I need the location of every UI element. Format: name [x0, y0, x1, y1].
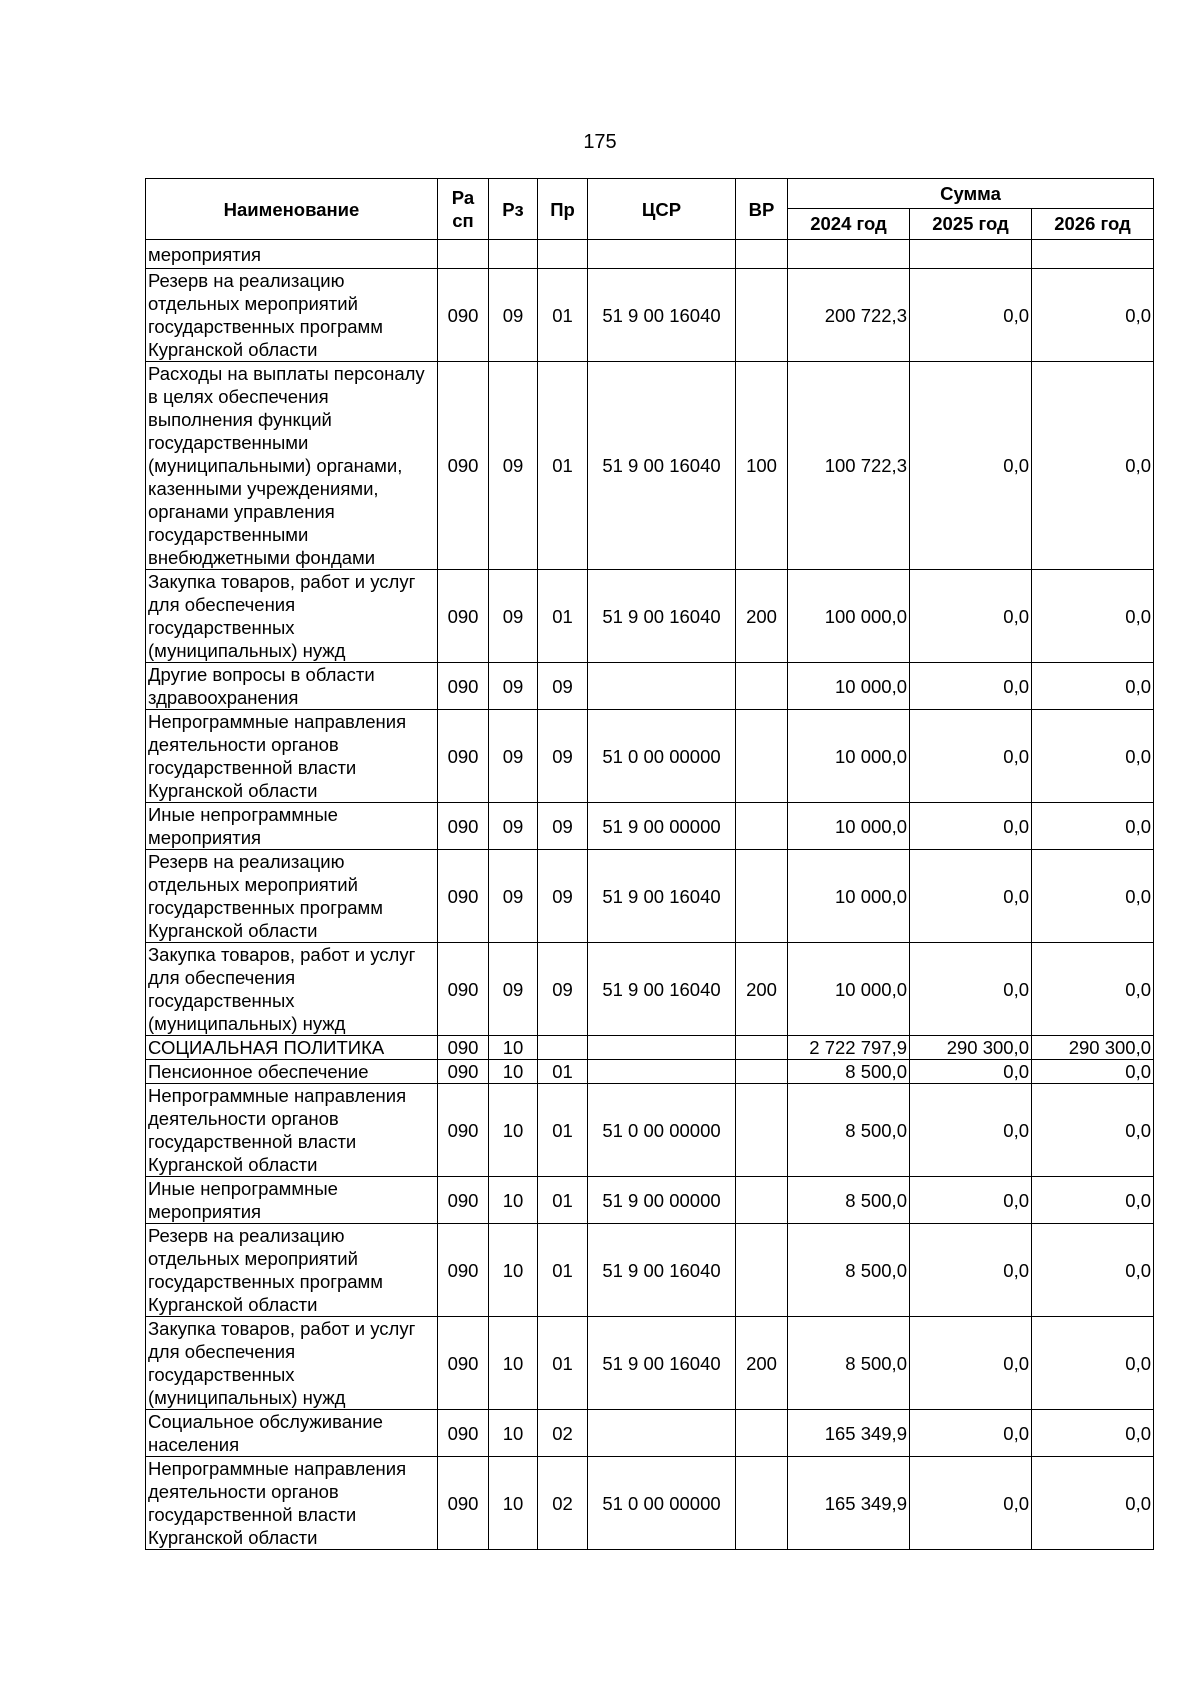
cell-pr: 01	[538, 1317, 588, 1410]
cell-2024: 8 500,0	[788, 1224, 910, 1317]
cell-vr	[736, 1060, 788, 1084]
cell-csr: 51 0 00 00000	[588, 710, 736, 803]
cell-2025: 0,0	[910, 1410, 1032, 1457]
cell-rasp: 090	[438, 269, 489, 362]
cell-rz: 09	[489, 570, 538, 663]
cell-rz: 09	[489, 850, 538, 943]
cell-name: Непрограммные направления деятельности органов государственной власти Курганской области	[146, 710, 438, 803]
cell-csr: 51 9 00 00000	[588, 1177, 736, 1224]
cell-csr	[588, 1060, 736, 1084]
cell-name: Социальное обслуживание населения	[146, 1410, 438, 1457]
cell-rz: 10	[489, 1317, 538, 1410]
cell-csr	[588, 1410, 736, 1457]
cell-rasp: 090	[438, 1084, 489, 1177]
cell-csr: 51 9 00 16040	[588, 362, 736, 570]
cell-pr: 01	[538, 1177, 588, 1224]
table-row	[146, 1060, 1154, 1084]
cell-rasp: 090	[438, 362, 489, 570]
cell-rz: 10	[489, 1060, 538, 1084]
table-row	[146, 803, 1154, 850]
cell-pr: 09	[538, 663, 588, 710]
cell-csr: 51 9 00 16040	[588, 269, 736, 362]
cell-2025: 0,0	[910, 850, 1032, 943]
cell-rasp: 090	[438, 570, 489, 663]
cell-2024: 8 500,0	[788, 1060, 910, 1084]
budget-table	[145, 178, 1154, 1550]
cell-name: Иные непрограммные мероприятия	[146, 803, 438, 850]
cell-vr: 200	[736, 943, 788, 1036]
cell-rasp: 090	[438, 1036, 489, 1060]
table-row	[146, 943, 1154, 1036]
table-row	[146, 1224, 1154, 1317]
cell-2024: 10 000,0	[788, 943, 910, 1036]
cell-2026: 0,0	[1032, 803, 1154, 850]
header-pr: Пр	[538, 179, 588, 240]
table-row	[146, 663, 1154, 710]
cell-rz: 09	[489, 803, 538, 850]
table-row	[146, 1410, 1154, 1457]
cell-rasp: 090	[438, 1060, 489, 1084]
cell-pr: 09	[538, 943, 588, 1036]
table-row	[146, 1036, 1154, 1060]
header-name: Наименование	[146, 179, 438, 240]
cell-2025: 0,0	[910, 1060, 1032, 1084]
cell-rasp: 090	[438, 1224, 489, 1317]
cell-2024: 165 349,9	[788, 1457, 910, 1550]
table-row	[146, 362, 1154, 570]
cell-vr: 200	[736, 570, 788, 663]
cell-2025: 0,0	[910, 710, 1032, 803]
cell-2024: 8 500,0	[788, 1317, 910, 1410]
cell-vr	[736, 663, 788, 710]
header-rz: Рз	[489, 179, 538, 240]
header-rasp: Ра сп	[438, 179, 489, 240]
cell-2026: 0,0	[1032, 1177, 1154, 1224]
cell-2025: 290 300,0	[910, 1036, 1032, 1060]
cell-csr: 51 9 00 16040	[588, 1317, 736, 1410]
cell-2026: 0,0	[1032, 269, 1154, 362]
header-csr: ЦСР	[588, 179, 736, 240]
cell-pr: 01	[538, 1224, 588, 1317]
cell-vr	[736, 710, 788, 803]
cell-csr: 51 9 00 16040	[588, 850, 736, 943]
table-row	[146, 1457, 1154, 1550]
cell-name: Иные непрограммные мероприятия	[146, 1177, 438, 1224]
cell-2025: 0,0	[910, 362, 1032, 570]
table-row	[146, 1084, 1154, 1177]
cell-name: Закупка товаров, работ и услуг для обеспечения государственных (муниципальных) нужд	[146, 943, 438, 1036]
cell-name: Закупка товаров, работ и услуг для обеспечения государственных (муниципальных) нужд	[146, 1317, 438, 1410]
cell-csr	[588, 663, 736, 710]
table-row	[146, 1177, 1154, 1224]
cell-rasp: 090	[438, 803, 489, 850]
cell-name: Резерв на реализацию отдельных мероприятий государственных программ Курганской области	[146, 850, 438, 943]
cell-2026: 0,0	[1032, 663, 1154, 710]
cell-vr	[736, 1036, 788, 1060]
table-row	[146, 1317, 1154, 1410]
cell-rasp: 090	[438, 663, 489, 710]
cell-2026	[1032, 240, 1154, 269]
cell-rz	[489, 240, 538, 269]
cell-pr: 01	[538, 269, 588, 362]
header-vr: ВР	[736, 179, 788, 240]
cell-2025: 0,0	[910, 1317, 1032, 1410]
cell-2025	[910, 240, 1032, 269]
header-year-2025: 2025 год	[910, 208, 1032, 239]
cell-pr	[538, 1036, 588, 1060]
cell-2024: 2 722 797,9	[788, 1036, 910, 1060]
cell-rz: 09	[489, 710, 538, 803]
cell-rasp: 090	[438, 1410, 489, 1457]
cell-vr	[736, 240, 788, 269]
cell-vr	[736, 1084, 788, 1177]
cell-rz: 10	[489, 1036, 538, 1060]
cell-pr: 01	[538, 1060, 588, 1084]
cell-pr: 01	[538, 1084, 588, 1177]
cell-rasp: 090	[438, 1317, 489, 1410]
cell-vr: 200	[736, 1317, 788, 1410]
table-header	[146, 179, 1154, 240]
cell-name: Пенсионное обеспечение	[146, 1060, 438, 1084]
cell-rasp: 090	[438, 1177, 489, 1224]
cell-vr	[736, 1177, 788, 1224]
cell-csr	[588, 240, 736, 269]
cell-pr: 01	[538, 362, 588, 570]
cell-vr	[736, 1457, 788, 1550]
cell-rz: 10	[489, 1410, 538, 1457]
cell-2024: 200 722,3	[788, 269, 910, 362]
cell-csr: 51 0 00 00000	[588, 1084, 736, 1177]
cell-rz: 10	[489, 1084, 538, 1177]
cell-rz: 09	[489, 663, 538, 710]
cell-2026: 0,0	[1032, 362, 1154, 570]
cell-2024: 8 500,0	[788, 1177, 910, 1224]
cell-name: мероприятия	[146, 240, 438, 269]
cell-2024: 10 000,0	[788, 663, 910, 710]
cell-2024: 8 500,0	[788, 1084, 910, 1177]
table-row	[146, 850, 1154, 943]
cell-2026: 0,0	[1032, 1084, 1154, 1177]
cell-pr: 09	[538, 850, 588, 943]
cell-2025: 0,0	[910, 269, 1032, 362]
cell-csr: 51 9 00 16040	[588, 570, 736, 663]
cell-rz: 10	[489, 1457, 538, 1550]
cell-rasp	[438, 240, 489, 269]
cell-vr: 100	[736, 362, 788, 570]
page-number: 175	[583, 131, 617, 153]
cell-rasp: 090	[438, 943, 489, 1036]
cell-name: Резерв на реализацию отдельных мероприятий государственных программ Курганской области	[146, 269, 438, 362]
cell-csr: 51 9 00 16040	[588, 1224, 736, 1317]
cell-pr: 02	[538, 1410, 588, 1457]
cell-rz: 10	[489, 1224, 538, 1317]
cell-csr: 51 9 00 00000	[588, 803, 736, 850]
cell-2026: 0,0	[1032, 1224, 1154, 1317]
cell-2025: 0,0	[910, 570, 1032, 663]
cell-2025: 0,0	[910, 1457, 1032, 1550]
cell-2024: 100 000,0	[788, 570, 910, 663]
cell-rasp: 090	[438, 710, 489, 803]
cell-vr	[736, 803, 788, 850]
cell-csr: 51 0 00 00000	[588, 1457, 736, 1550]
cell-2024: 10 000,0	[788, 850, 910, 943]
cell-2026: 0,0	[1032, 710, 1154, 803]
table-row	[146, 269, 1154, 362]
cell-2025: 0,0	[910, 803, 1032, 850]
cell-2025: 0,0	[910, 1177, 1032, 1224]
cell-vr	[736, 1224, 788, 1317]
cell-rz: 09	[489, 269, 538, 362]
cell-2026: 0,0	[1032, 1317, 1154, 1410]
table-body	[146, 240, 1154, 1550]
cell-rz: 09	[489, 362, 538, 570]
cell-pr: 02	[538, 1457, 588, 1550]
cell-name: Резерв на реализацию отдельных мероприятий государственных программ Курганской области	[146, 1224, 438, 1317]
cell-vr	[736, 1410, 788, 1457]
cell-name: СОЦИАЛЬНАЯ ПОЛИТИКА	[146, 1036, 438, 1060]
cell-2024: 10 000,0	[788, 803, 910, 850]
cell-pr: 09	[538, 710, 588, 803]
header-year-2024: 2024 год	[788, 208, 910, 239]
cell-2024: 165 349,9	[788, 1410, 910, 1457]
cell-2026: 0,0	[1032, 570, 1154, 663]
header-year-2026: 2026 год	[1032, 208, 1154, 239]
cell-2025: 0,0	[910, 1224, 1032, 1317]
cell-pr: 09	[538, 803, 588, 850]
cell-2026: 0,0	[1032, 943, 1154, 1036]
cell-2024: 10 000,0	[788, 710, 910, 803]
table-row	[146, 710, 1154, 803]
cell-2026: 290 300,0	[1032, 1036, 1154, 1060]
cell-name: Расходы на выплаты персоналу в целях обеспечения выполнения функций государственными (муниципальными) органами, казенными учреждениями, органами управления государственными внебюджетными фондами	[146, 362, 438, 570]
cell-2026: 0,0	[1032, 1410, 1154, 1457]
cell-rz: 09	[489, 943, 538, 1036]
cell-csr	[588, 1036, 736, 1060]
cell-name: Непрограммные направления деятельности органов государственной власти Курганской области	[146, 1457, 438, 1550]
cell-pr	[538, 240, 588, 269]
cell-2025: 0,0	[910, 1084, 1032, 1177]
cell-csr: 51 9 00 16040	[588, 943, 736, 1036]
header-sum: Сумма	[788, 179, 1154, 209]
cell-rasp: 090	[438, 850, 489, 943]
cell-pr: 01	[538, 570, 588, 663]
cell-2024: 100 722,3	[788, 362, 910, 570]
cell-rasp: 090	[438, 1457, 489, 1550]
cell-2026: 0,0	[1032, 1060, 1154, 1084]
cell-name: Другие вопросы в области здравоохранения	[146, 663, 438, 710]
table-row	[146, 570, 1154, 663]
cell-2025: 0,0	[910, 943, 1032, 1036]
cell-2026: 0,0	[1032, 850, 1154, 943]
cell-vr	[736, 269, 788, 362]
cell-name: Непрограммные направления деятельности органов государственной власти Курганской области	[146, 1084, 438, 1177]
cell-rz: 10	[489, 1177, 538, 1224]
cell-2026: 0,0	[1032, 1457, 1154, 1550]
table-row-continued	[146, 240, 1154, 269]
cell-2024	[788, 240, 910, 269]
cell-2025: 0,0	[910, 663, 1032, 710]
cell-name: Закупка товаров, работ и услуг для обеспечения государственных (муниципальных) нужд	[146, 570, 438, 663]
cell-vr	[736, 850, 788, 943]
